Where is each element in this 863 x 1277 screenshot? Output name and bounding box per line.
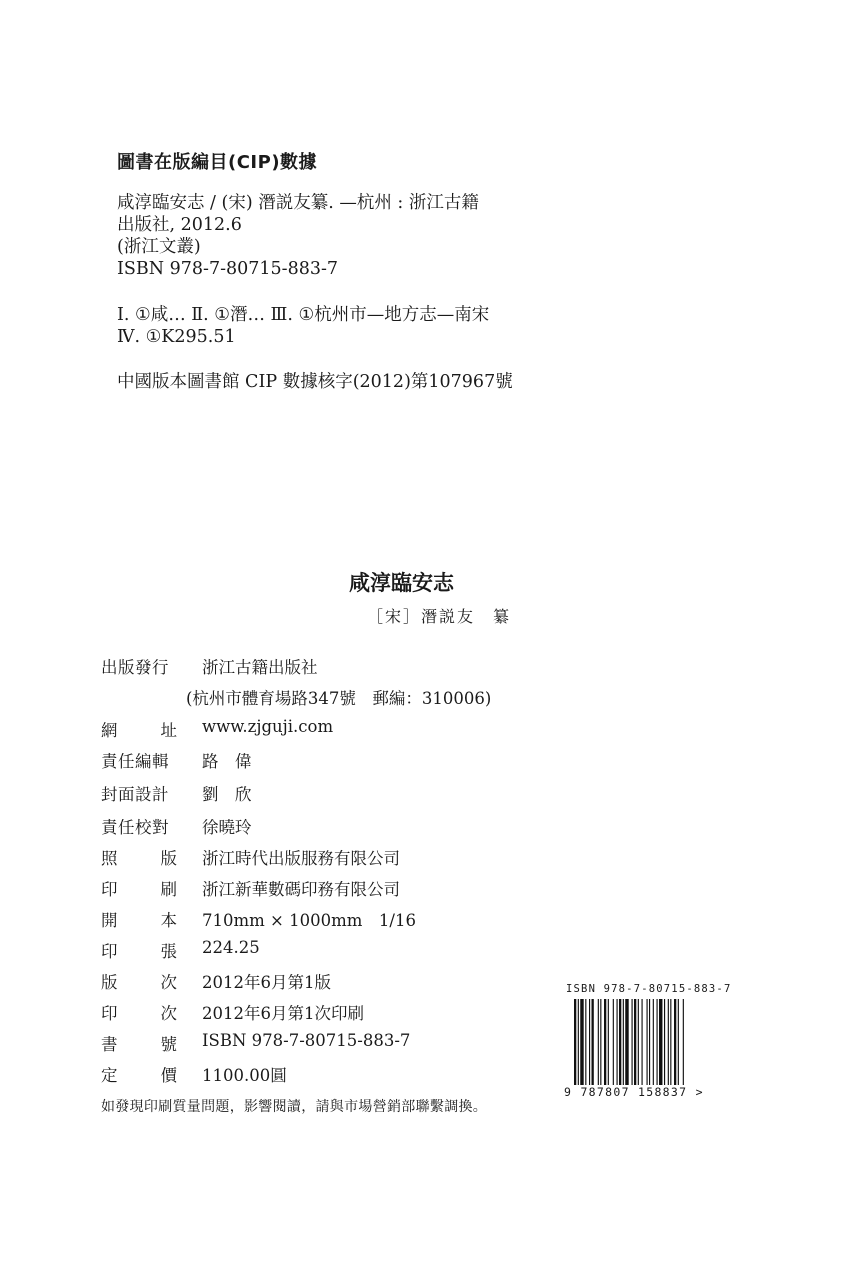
book-author: ［宋］潛説友 纂 [367,607,512,626]
detail-label: 照 版 [101,849,177,868]
detail-label: 書 號 [101,1035,177,1054]
barcode-bars [574,999,724,1085]
detail-label: 印 刷 [101,880,177,899]
detail-value: 路 偉 [202,752,252,771]
detail-value: 2012年6月第1次印刷 [202,1004,364,1023]
detail-label: 網 址 [101,721,177,740]
detail-value: 224.25 [202,938,260,957]
cip-line-7: 中國版本圖書館 CIP 數據核字(2012)第107967號 [117,372,513,392]
barcode-isbn-text: ISBN 978-7-80715-883-7 [566,983,732,995]
detail-label: 定 價 [101,1066,177,1085]
detail-label: 開 本 [101,911,177,930]
detail-label: 責任校對 [101,818,169,837]
cip-heading: 圖書在版編目(CIP)數據 [117,152,318,173]
detail-value: 浙江古籍出版社 [202,658,318,677]
cip-line-1: 咸淳臨安志 / (宋) 潛説友纂. —杭州 : 浙江古籍 [117,193,479,213]
cip-line-4: ISBN 978-7-80715-883-7 [117,259,339,279]
cip-line-2: 出版社, 2012.6 [117,215,242,235]
detail-label: 印 次 [101,1004,177,1023]
barcode-digits: 9 787807 158837 > [564,1085,704,1099]
cip-line-6: Ⅳ. ①K295.51 [117,327,236,347]
book-title: 咸淳臨安志 [349,571,454,595]
detail-value: 徐曉玲 [202,818,252,837]
detail-value: 浙江時代出版服務有限公司 [202,849,400,868]
barcode [564,983,734,1113]
detail-label: 印 張 [101,942,177,961]
detail-value: 1100.00圓 [202,1066,287,1085]
quality-notice: 如發現印刷質量問題，影響閱讀，請與市場營銷部聯繫調換。 [101,1099,488,1115]
detail-value: 劉 欣 [202,785,252,804]
cip-line-3: (浙江文叢) [117,237,201,257]
detail-value: www.zjguji.com [202,717,334,736]
detail-value: 2012年6月第1版 [202,973,331,992]
detail-value: (杭州市體育場路347號 郵編：310006) [186,689,492,708]
detail-value: 浙江新華數碼印務有限公司 [202,880,400,899]
detail-value: 710mm × 1000mm 1/16 [202,911,416,930]
detail-label: 出版發行 [101,658,169,677]
detail-label: 版 次 [101,973,177,992]
detail-label: 封面設計 [101,785,169,804]
detail-label: 責任編輯 [101,752,169,771]
cip-line-5: Ⅰ. ①咸… Ⅱ. ①潛… Ⅲ. ①杭州市—地方志—南宋 [117,305,490,325]
detail-value: ISBN 978-7-80715-883-7 [202,1031,411,1050]
